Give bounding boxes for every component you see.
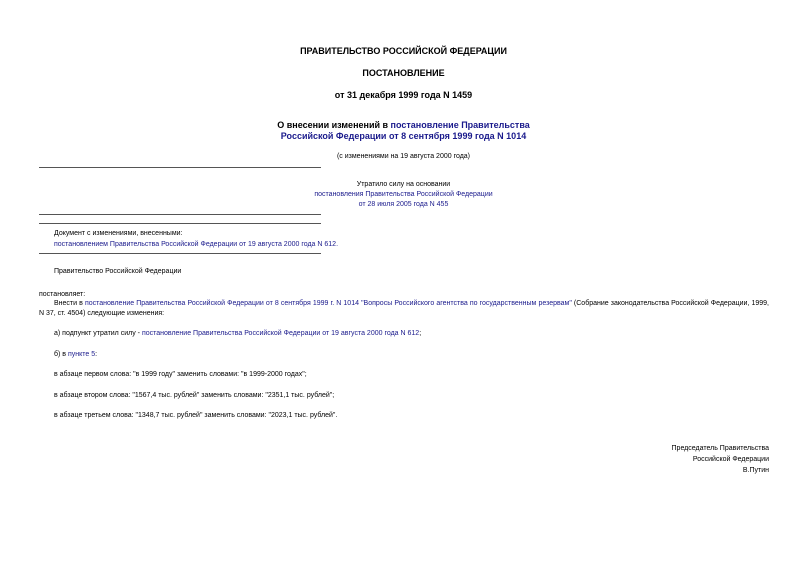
document-type-heading: ПОСТАНОВЛЕНИЕ bbox=[362, 68, 445, 78]
government-line: Правительство Российской Федерации bbox=[54, 268, 182, 275]
amended-note: (с изменениями на 19 августа 2000 года) bbox=[336, 153, 471, 160]
title-link-resolution-1014[interactable]: постановление Правительства bbox=[390, 120, 530, 130]
item-a-prefix: а) подпункт утратил силу - bbox=[54, 330, 142, 337]
document-date-number: от 31 декабря 1999 года N 1459 bbox=[334, 90, 473, 100]
divider bbox=[39, 167, 321, 168]
signature-position: Председатель Правительства bbox=[671, 445, 769, 452]
changes-block bbox=[54, 229, 338, 250]
change-line-2: в абзаце втором слова: "1567,4 тыс. рублей" заменить словами: "2351,1 тыс. рублей"; bbox=[54, 392, 335, 399]
change-line-3: в абзаце третьем слова: "1348,7 тыс. рублей" заменить словами: "2023,1 тыс. рублей". bbox=[54, 412, 338, 419]
title-prefix: О внесении изменений в bbox=[277, 120, 391, 130]
item-a-suffix: ; bbox=[419, 330, 422, 337]
divider bbox=[39, 214, 321, 215]
repeal-status-label: Утратило силу на основании bbox=[356, 181, 451, 188]
p1-link-resolution-1014[interactable]: постановление Правительства Российской Федерации от 8 сентября 1999 г. N 1014 "Вопросы Российского агентства по государственным резервам" bbox=[84, 300, 572, 307]
paragraph-main bbox=[39, 299, 769, 319]
item-b bbox=[54, 351, 97, 358]
changes-link[interactable]: постановлением Правительства Российской Федерации от 19 августа 2000 года N 612. bbox=[54, 241, 339, 248]
p1-suffix: (Собрание законодательства Российской Федерации, 1999, N 37, ст. 4504) следующие изменения: bbox=[39, 300, 769, 317]
resolves-line: постановляет: bbox=[39, 291, 86, 298]
item-b-suffix: : bbox=[95, 351, 98, 358]
item-b-prefix: б) в bbox=[54, 351, 68, 358]
item-a-link[interactable]: постановление Правительства Российской Федерации от 19 августа 2000 года N 612 bbox=[141, 330, 420, 337]
signature-block bbox=[672, 443, 769, 476]
signature-country: Российской Федерации bbox=[692, 456, 769, 463]
repeal-status-link-date[interactable]: от 28 июля 2005 года N 455 bbox=[358, 201, 449, 208]
document-title bbox=[0, 120, 807, 142]
government-heading: ПРАВИТЕЛЬСТВО РОССИЙСКОЙ ФЕДЕРАЦИИ bbox=[300, 46, 507, 56]
signature-name: В.Путин bbox=[742, 467, 769, 474]
repeal-status-link[interactable]: постановления Правительства Российской Федерации bbox=[314, 191, 493, 198]
repeal-status bbox=[0, 180, 807, 210]
p1-prefix: Внести в bbox=[54, 300, 85, 307]
changes-label: Документ с изменениями, внесенными: bbox=[54, 230, 183, 237]
divider bbox=[39, 253, 321, 254]
title-link-resolution-1014-cont[interactable]: Российской Федерации от 8 сентября 1999 года N 1014 bbox=[280, 131, 527, 141]
change-line-1: в абзаце первом слова: "в 1999 году" заменить словами: "в 1999-2000 годах"; bbox=[54, 371, 307, 378]
item-b-link[interactable]: пункте 5 bbox=[67, 351, 96, 358]
item-a bbox=[54, 330, 421, 337]
divider bbox=[39, 223, 321, 224]
